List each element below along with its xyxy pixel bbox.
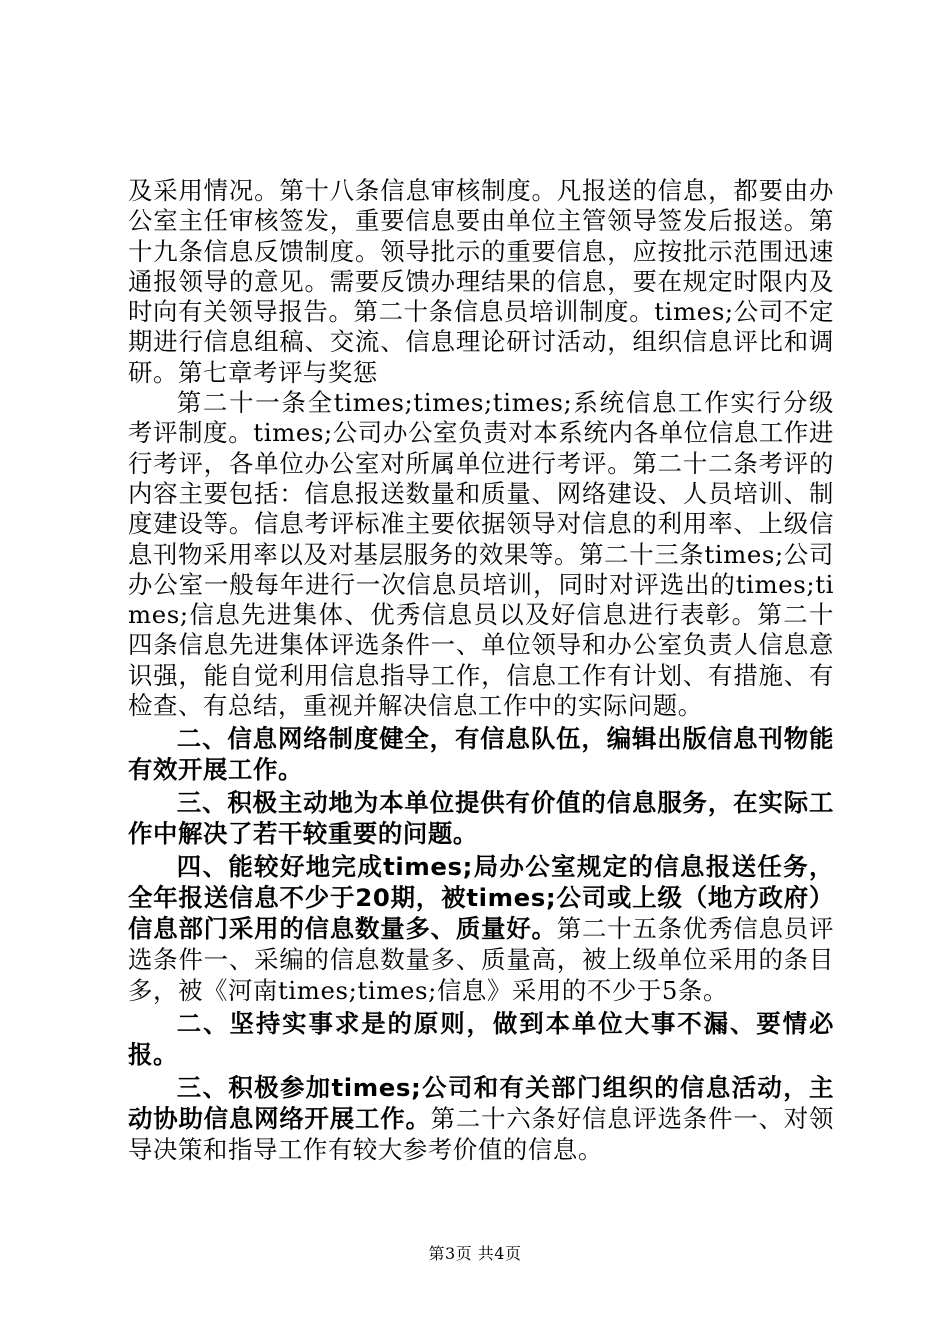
paragraph-staff-condition-2: 二、坚持实事求是的原则，做到本单位大事不漏、要情必报。 — [128, 1009, 834, 1070]
page-number-label: 第3页 共4页 — [428, 1244, 522, 1263]
page-footer — [0, 1244, 950, 1264]
paragraph-article-21: 第二十一条全times;times;times;系统信息工作实行分级考评制度。times;公司办公室负责对本系统内各单位信息工作进行考评，各单位办公室对所属单位进行考评。第二十二条考评的内容主要包括：信息报送数量和质量、网络建设、人员培训、制度建设等。信息考评标准主要依据领导对信息的利用率、上级信息刊物采用率以及对基层服务的效果等。第二十三条times;公司办公室一般每年进行一次信息员培训，同时对评选出的times;times;信息先进集体、优秀信息员以及好信息进行表彰。第二十四条信息先进集体评选条件一、单位领导和办公室负责人信息意识强，能自觉利用信息指导工作，信息工作有计划、有措施、有检查、有总结，重视并解决信息工作中的实际问题。 — [128, 388, 834, 721]
paragraph-continuation: 及采用情况。第十八条信息审核制度。凡报送的信息，都要由办公室主任审核签发，重要信息要由单位主管领导签发后报送。第十九条信息反馈制度。领导批示的重要信息，应按批示范围迅速通报领导的意见。需要反馈办理结果的信息，要在规定时限内及时向有关领导报告。第二十条信息员培训制度。times;公司不定期进行信息组稿、交流、信息理论研讨活动，组织信息评比和调研。第七章考评与奖惩 — [128, 176, 834, 387]
paragraph-condition-4-bold: 四、能较好地完成times;局办公室规定的信息报送任务，全年报送信息不少于20期，被times;公司或上级（地方政府）信息部门采用的信息数量多、质量好。 — [128, 852, 834, 944]
paragraph-condition-2: 二、信息网络制度健全，有信息队伍，编辑出版信息刊物能有效开展工作。 — [128, 724, 834, 785]
paragraph-staff-condition-3 — [128, 1072, 834, 1165]
paragraph-staff-condition-3-bold: 三、积极参加times;公司和有关部门组织的信息活动，主动协助信息网络开展工作。 — [128, 1073, 834, 1134]
paragraph-condition-3: 三、积极主动地为本单位提供有价值的信息服务，在实际工作中解决了若干较重要的问题。 — [128, 788, 834, 849]
paragraph-condition-4 — [128, 851, 834, 1006]
document-body — [128, 176, 834, 1165]
paragraph-article-26: 第二十六条好信息评选条件一、对领导决策和指导工作有较大参考价值的信息。 — [128, 1104, 834, 1165]
paragraph-article-25: 第二十五条优秀信息员评选条件一、采编的信息数量多、质量高，被上级单位采用的条目多，被《河南times;times;信息》采用的不少于5条。 — [128, 914, 834, 1006]
